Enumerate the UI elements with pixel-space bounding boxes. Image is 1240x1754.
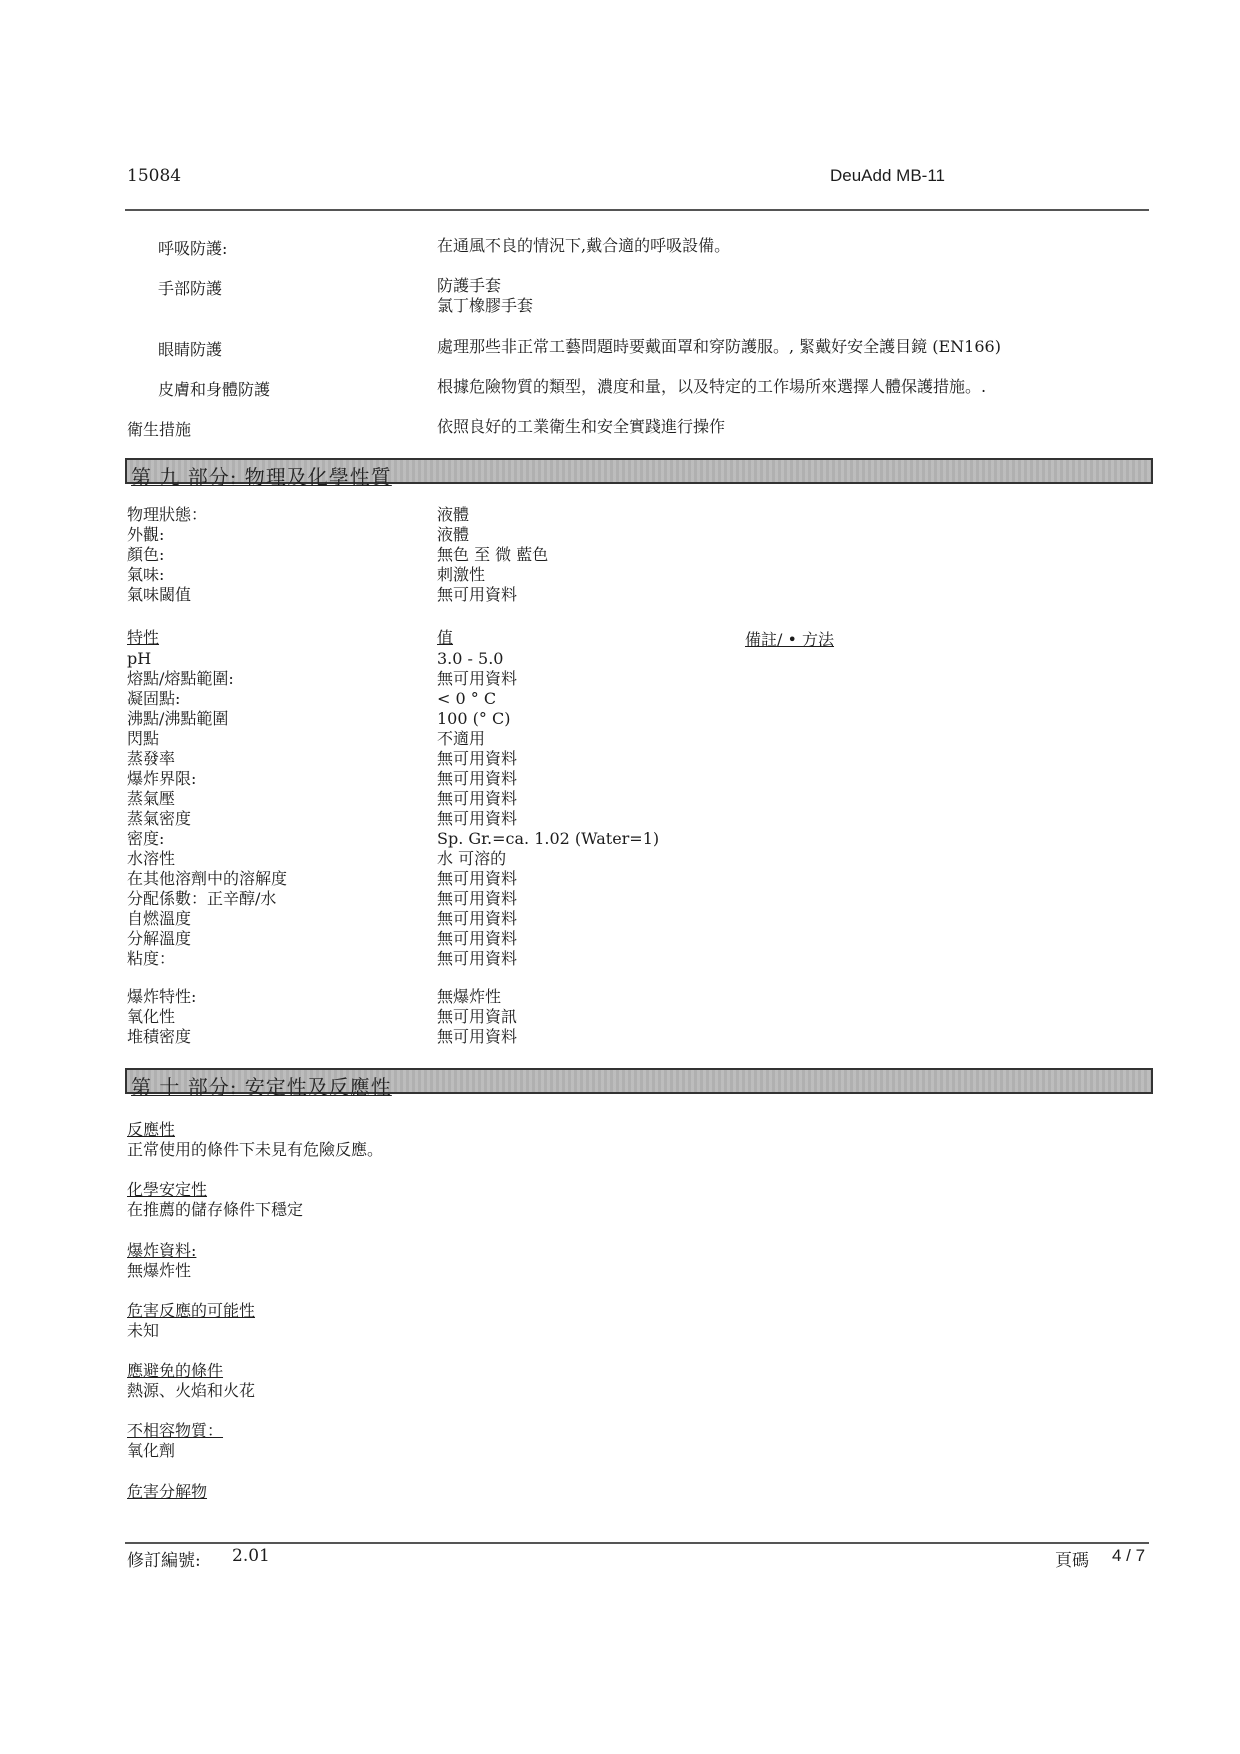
property-value: 水 可溶的 [437, 849, 507, 868]
section-10-header [125, 1068, 1153, 1099]
hazardous-reaction-text: 未知 [127, 1321, 160, 1340]
property-label: 沸點/沸點範圍 [127, 709, 229, 728]
property-value: 無可用資料 [437, 809, 518, 828]
property-label: 蒸氣壓 [127, 789, 176, 808]
property-value: 不適用 [437, 729, 486, 748]
page-label: 頁碼 [1055, 1551, 1089, 1571]
hand-protection-value-1: 防護手套 [437, 276, 502, 295]
decomposition-products-heading: 危害分解物 [127, 1482, 208, 1501]
property-value: 無可用資料 [437, 769, 518, 788]
property-value: Sp. Gr.=ca. 1.02 (Water=1) [437, 829, 660, 848]
state-label: 氣味閾值 [127, 585, 192, 604]
property-label: 蒸氣密度 [127, 809, 192, 828]
property-label: 凝固點: [127, 689, 181, 708]
state-label: 物理狀態： [127, 505, 208, 524]
property-value: 3.0 - 5.0 [437, 649, 504, 668]
explosive-value: 無可用資訊 [437, 1007, 518, 1026]
property-label: 分解溫度 [127, 929, 192, 948]
hygiene-measures-label: 衛生措施 [127, 420, 192, 439]
explosive-label: 氧化性 [127, 1007, 176, 1026]
section-10-title: 第 十 部分: 安定性及反應性 [131, 1075, 392, 1099]
state-label: 顏色: [127, 545, 165, 564]
reactivity-heading: 反應性 [127, 1120, 176, 1139]
property-label: 熔點/熔點範圍: [127, 669, 234, 688]
property-label: 水溶性 [127, 849, 176, 868]
hand-protection-label: 手部防護 [158, 279, 223, 298]
physical-state-values [437, 505, 548, 605]
conditions-to-avoid-heading: 應避免的條件 [127, 1361, 224, 1380]
state-label: 氣味: [127, 565, 165, 584]
state-value: 無色 至 微 藍色 [437, 545, 549, 564]
section-9-title: 第 九 部分: 物理及化學性質 [131, 465, 392, 489]
property-label: 爆炸界限: [127, 769, 197, 788]
section-9-header [125, 458, 1153, 489]
property-value: 無可用資料 [437, 889, 518, 908]
explosion-data-text: 無爆炸性 [127, 1261, 192, 1280]
property-values [437, 649, 659, 969]
state-value: 液體 [437, 525, 470, 544]
hazardous-reaction-heading: 危害反應的可能性 [127, 1301, 256, 1320]
chemical-stability-text: 在推薦的儲存條件下穩定 [127, 1200, 304, 1219]
revision-label: 修訂編號: [127, 1551, 201, 1571]
property-column-header: 特性 [127, 628, 160, 647]
explosive-label: 堆積密度 [127, 1027, 192, 1046]
property-value: 無可用資料 [437, 669, 518, 688]
conditions-to-avoid-text: 熱源、火焰和火花 [127, 1381, 256, 1400]
property-value: 無可用資料 [437, 949, 518, 968]
explosive-property-values [437, 987, 517, 1047]
state-value: 無可用資料 [437, 585, 518, 604]
property-label: 自燃溫度 [127, 909, 192, 928]
property-label: 分配係數：正辛醇/水 [127, 889, 277, 908]
property-value: 無可用資料 [437, 789, 518, 808]
property-value: 無可用資料 [437, 749, 518, 768]
incompatible-materials-text: 氧化劑 [127, 1441, 176, 1460]
state-value: 液體 [437, 505, 470, 524]
property-value: 無可用資料 [437, 929, 518, 948]
page-number: 4 / 7 [1112, 1546, 1146, 1565]
explosion-data-heading: 爆炸資料: [127, 1241, 197, 1260]
property-label: 在其他溶劑中的溶解度 [127, 869, 288, 888]
reactivity-text: 正常使用的條件下未見有危險反應。 [127, 1140, 384, 1159]
chemical-stability-heading: 化學安定性 [127, 1180, 208, 1199]
property-value: 無可用資料 [437, 869, 518, 888]
product-name: DeuAdd MB-11 [830, 166, 945, 185]
state-value: 刺激性 [437, 565, 486, 584]
revision-number: 2.01 [232, 1546, 270, 1566]
eye-protection-value: 處理那些非正常工藝問題時要戴面罩和穿防護服。, 緊戴好安全護目鏡 (EN166) [437, 337, 1001, 356]
hygiene-measures-value: 依照良好的工業衛生和安全實踐進行操作 [437, 417, 726, 436]
incompatible-materials-heading: 不相容物質： [127, 1421, 224, 1440]
property-value: 100 (° C) [437, 709, 511, 728]
explosive-value: 無可用資料 [437, 1027, 518, 1046]
header-rule [125, 209, 1149, 211]
explosive-property-labels [127, 987, 196, 1047]
property-label: 粘度： [127, 949, 176, 968]
property-label: 閃點 [127, 729, 160, 748]
value-column-header: 值 [437, 628, 454, 647]
property-value: < 0 ° C [437, 689, 497, 708]
hand-protection-value-2: 氯丁橡膠手套 [437, 296, 534, 315]
footer-rule [125, 1542, 1149, 1544]
physical-state-labels [127, 505, 207, 605]
property-labels [127, 649, 287, 969]
respiratory-protection-value: 在通風不良的情況下,戴合適的呼吸設備。 [437, 236, 731, 255]
explosive-value: 無爆炸性 [437, 987, 502, 1006]
property-label: 密度: [127, 829, 165, 848]
explosive-label: 爆炸特性: [127, 987, 197, 1006]
skin-protection-label: 皮膚和身體防護 [158, 380, 271, 399]
skin-protection-value: 根據危險物質的類型，濃度和量，以及特定的工作場所來選擇人體保護措施。. [437, 377, 987, 396]
document-code: 15084 [127, 166, 182, 186]
property-label: 蒸發率 [127, 749, 176, 768]
state-label: 外觀: [127, 525, 165, 544]
remarks-column-header: 備註/ • 方法 [745, 630, 835, 649]
property-value: 無可用資料 [437, 909, 518, 928]
property-label: pH [127, 649, 152, 668]
respiratory-protection-label: 呼吸防護: [158, 239, 228, 258]
eye-protection-label: 眼睛防護 [158, 340, 223, 359]
